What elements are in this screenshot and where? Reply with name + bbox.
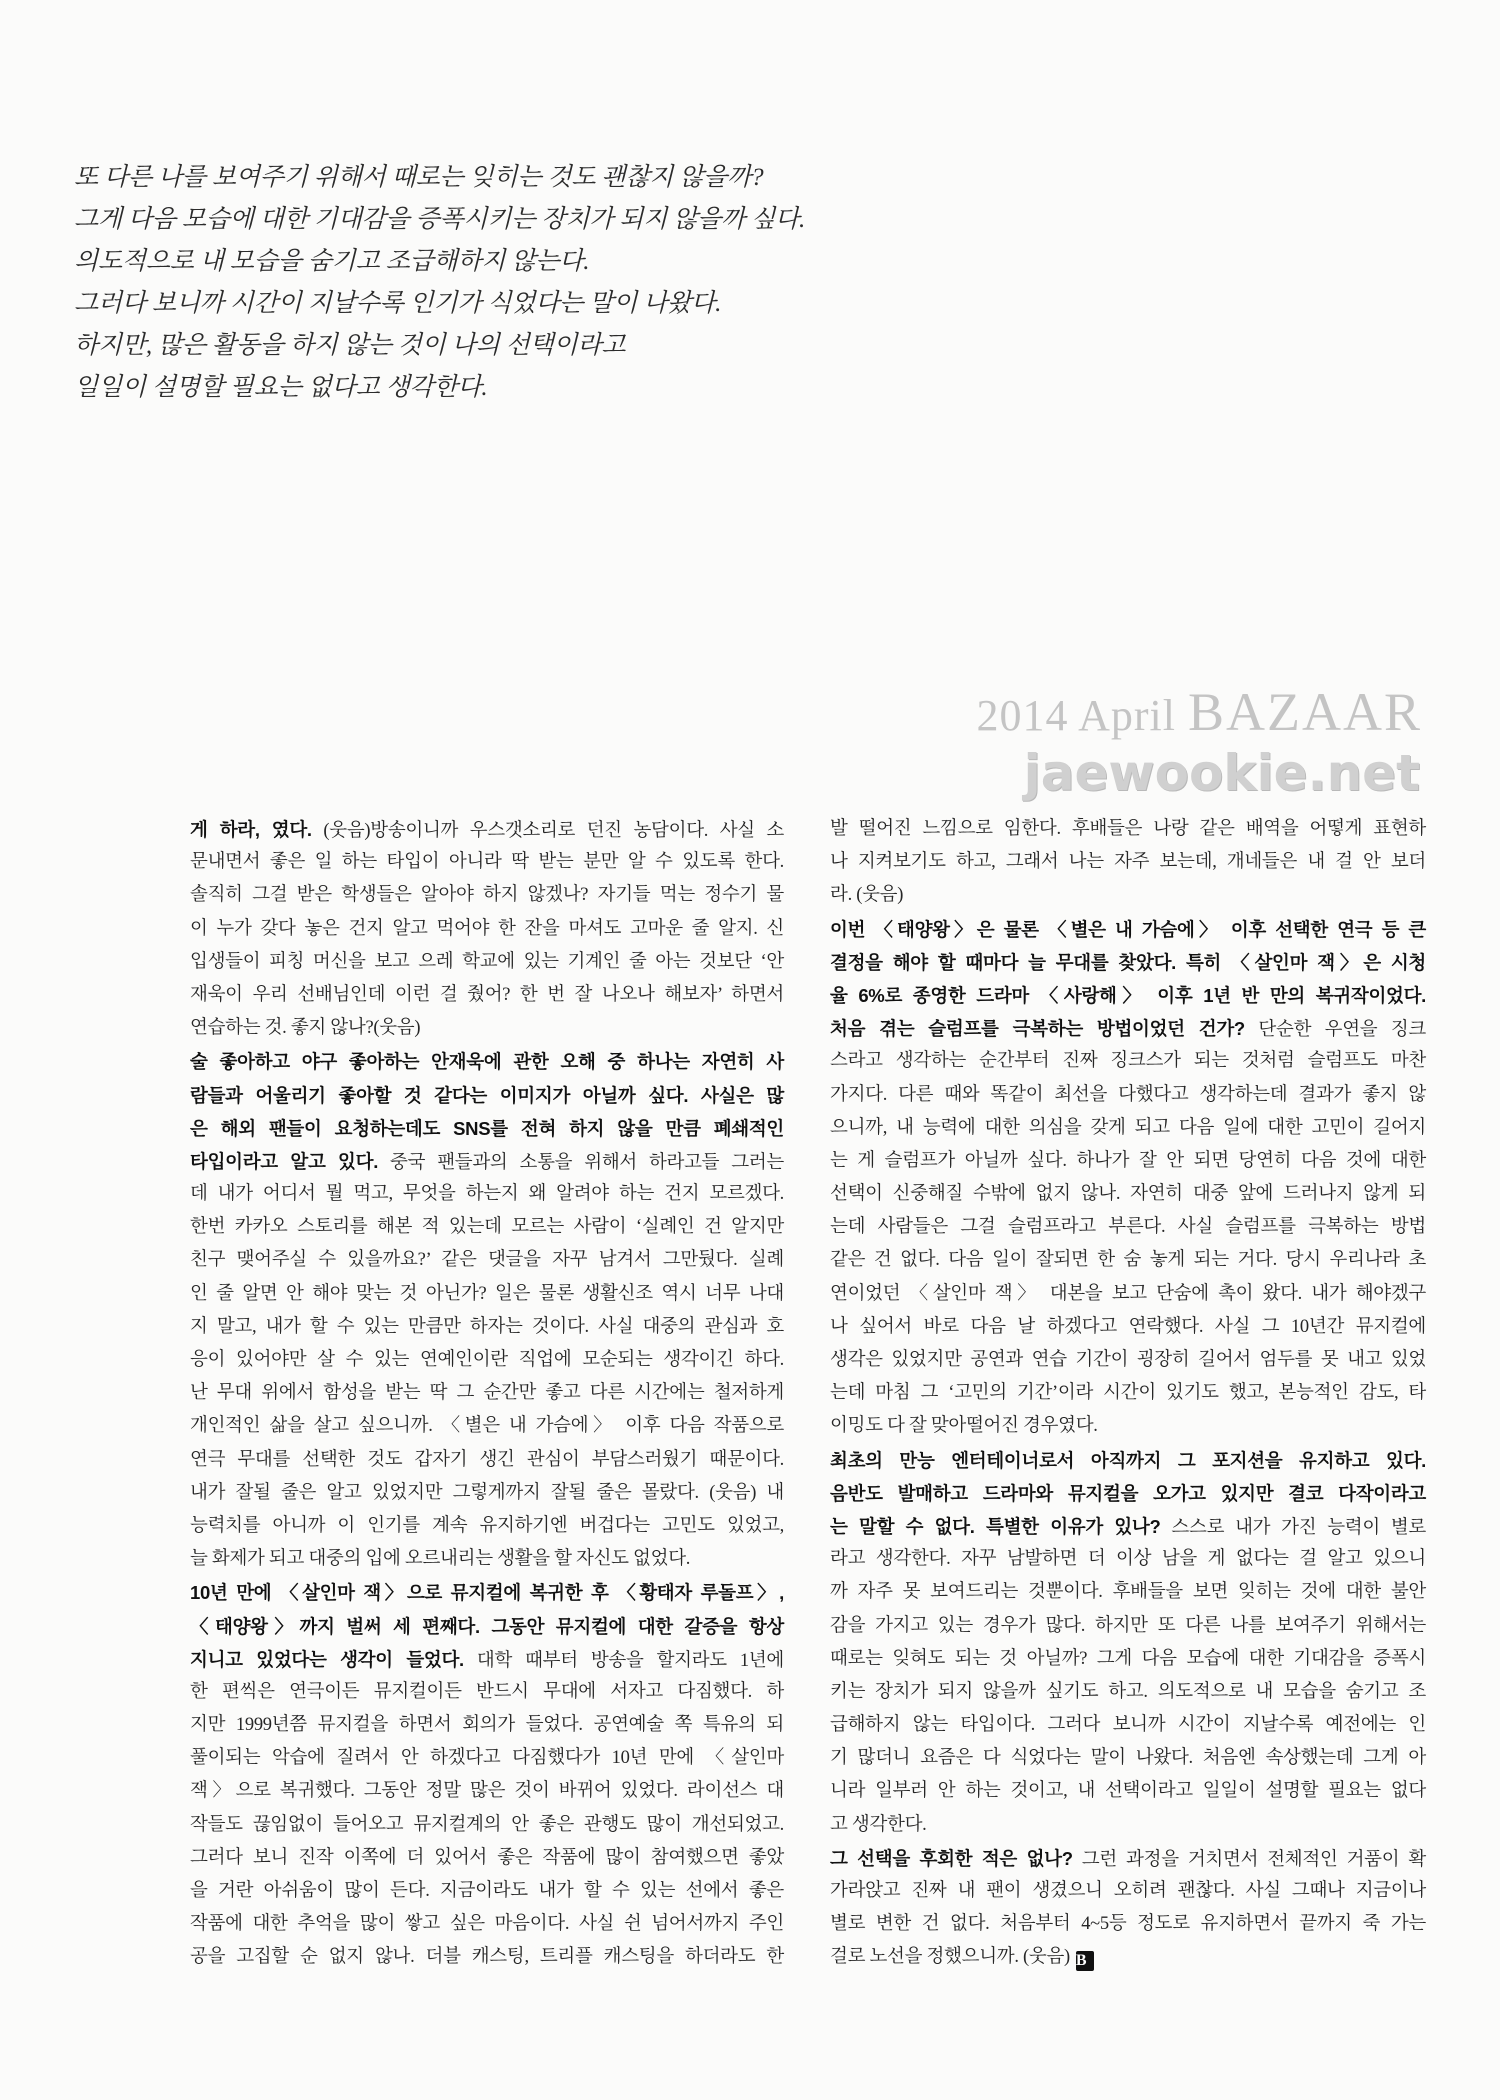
article-line <box>830 1278 1426 1311</box>
interview-answer-text: 니라 일부러 안 하는 것이고, 내 선택이라고 일일이 설명할 필요는 없다 <box>830 1781 1426 1802</box>
interview-answer-text: 중국 팬들과의 소통을 위해서 하라고들 그러는 <box>378 1152 784 1173</box>
article-line <box>830 1211 1426 1244</box>
interview-answer-text: 라고 생각한다. 자꾸 남발하면 더 이상 남을 게 없다는 걸 알고 있으니 <box>830 1549 1426 1570</box>
article-line <box>830 1875 1426 1908</box>
interview-answer-text: 나 지켜보기도 하고, 그래서 나는 자주 보는데, 개네들은 내 걸 안 보더 <box>830 852 1426 873</box>
interview-question-text: 율 6%로 종영한 드라마 〈사랑해〉 이후 1년 반 만의 복귀작이었다. <box>830 984 1426 1006</box>
article-line <box>190 1145 784 1178</box>
article-line <box>830 1709 1426 1742</box>
article-line <box>830 1842 1426 1875</box>
interview-question-text: 지니고 있었다는 생각이 들었다. <box>190 1648 464 1670</box>
end-mark-logo: B <box>1076 1951 1094 1971</box>
interview-answer-text: 작들도 끊임없이 들어오고 뮤지컬계의 안 좋은 관행도 많이 개선되었고. <box>190 1814 784 1835</box>
article-line <box>830 1145 1426 1178</box>
interview-answer-text: 고 생각한다. <box>830 1814 927 1835</box>
article-line <box>190 1875 784 1908</box>
interview-answer-text: 한번 카카오 스토리를 해본 적 있는데 모르는 사람이 ‘실례인 건 알지만 <box>190 1217 784 1238</box>
interview-answer-text: 그러다 보니 진작 이쪽에 더 있어서 좋은 작품에 많이 참여했으면 좋았 <box>190 1847 784 1868</box>
article-line <box>190 946 784 979</box>
interview-answer-text: 늘 화제가 되고 대중의 입에 오르내리는 생활을 할 자신도 없었다. <box>190 1549 691 1570</box>
article-line <box>190 1045 784 1078</box>
article-line <box>830 1809 1426 1842</box>
interview-answer-text: 감을 가지고 있는 경우가 많다. 하지만 또 다른 나를 보여주기 위해서는 <box>830 1615 1426 1636</box>
article-line <box>190 1576 784 1609</box>
article-column-right <box>830 813 1426 1975</box>
article-line <box>190 1311 784 1344</box>
interview-answer-text: 스스로 내가 가진 능력이 별로 <box>1160 1517 1426 1538</box>
article-line <box>190 1908 784 1941</box>
interview-answer-text: 응이 있어야만 살 수 있는 연예인이란 직업에 모순되는 생각이긴 하다. <box>190 1350 784 1370</box>
article-line <box>830 846 1426 879</box>
article-line <box>190 1676 784 1709</box>
interview-answer-text: 기 많더니 요즘은 다 식었다는 말이 나왔다. 처음엔 속상했는데 그게 아 <box>830 1748 1426 1769</box>
article-line <box>190 1842 784 1875</box>
interview-answer-text: 이밍도 다 잘 맞아떨어진 경우였다. <box>830 1416 1098 1437</box>
article-line <box>830 1410 1426 1443</box>
interview-question-text: 게 하라, 였다. <box>190 819 312 840</box>
interview-answer-text: 지만 1999년쯤 뮤지컬을 하면서 회의가 들었다. 공연예술 쪽 특유의 되 <box>190 1715 784 1736</box>
watermark-issue: 2014 April <box>976 691 1176 740</box>
article-line <box>190 1709 784 1742</box>
interview-answer-text: 인 줄 알면 안 해야 맞는 것 아닌가? 일은 물론 생활신조 역시 너무 나대 <box>190 1283 784 1304</box>
article-line <box>830 1045 1426 1078</box>
interview-answer-text: 잭〉으로 복귀했다. 그동안 정말 많은 것이 바뀌어 있었다. 라이선스 대 <box>190 1781 784 1802</box>
interview-answer-text: 연극 무대를 선택한 것도 갑자기 생긴 관심이 부담스러웠기 때문이다. <box>190 1449 784 1470</box>
interview-question-text: 그 선택을 후회한 적은 없나? <box>830 1847 1073 1869</box>
article-column-left <box>190 813 784 1975</box>
pull-quote-line: 그게 다음 모습에 대한 기대감을 증폭시키는 장치가 되지 않을까 싶다. <box>74 206 806 233</box>
interview-answer-text: 이 누가 갖다 놓은 건지 알고 먹어야 한 잔을 마셔도 고마운 줄 알지. 신 <box>190 918 784 939</box>
article-line <box>830 1311 1426 1344</box>
interview-answer-text: 풀이되는 악습에 질려서 안 하겠다고 다짐했다가 10년 만에 〈살인마 <box>190 1748 784 1769</box>
interview-answer-text: 문내면서 좋은 일 하는 타입이 아니라 딱 받는 분만 알 수 있도록 한다. <box>190 852 784 873</box>
watermark-site: jaewookie.net <box>1023 744 1420 802</box>
interview-answer-text: 연이었던 〈살인마 잭〉 대본을 보고 단숨에 촉이 왔다. 내가 해야겠구 <box>830 1283 1426 1304</box>
pull-quote-line: 그러다 보니까 시간이 지날수록 인기가 식었다는 말이 나왔다. <box>74 290 722 317</box>
interview-answer-text: 가라앉고 진짜 내 팬이 생겼으니 오히려 괜찮다. 사실 그때나 지금이나 <box>830 1881 1426 1901</box>
interview-question-text: 〈태양왕〉까지 벌써 세 편째다. 그동안 뮤지컬에 대한 갈증을 항상 <box>190 1615 784 1637</box>
interview-answer-text: 연습하는 것. 좋지 않나?(웃음) <box>190 1018 421 1039</box>
article-line <box>190 1444 784 1477</box>
article-line <box>830 1941 1426 1974</box>
article-line <box>190 1344 784 1377</box>
article-line <box>830 1244 1426 1277</box>
article-line <box>830 879 1426 912</box>
article-line <box>190 1410 784 1443</box>
interview-answer-text: 가지다. 다른 때와 똑같이 최선을 다했다고 생각하는데 결과가 좋지 않 <box>830 1084 1426 1105</box>
article-line <box>190 1178 784 1211</box>
article-line <box>830 1444 1426 1477</box>
article-line <box>190 846 784 879</box>
interview-answer-text: 한 편씩은 연극이든 뮤지컬이든 반드시 무대에 서자고 다짐했다. 하 <box>190 1681 784 1702</box>
article-line <box>190 1543 784 1576</box>
interview-answer-text: 스라고 생각하는 순간부터 진짜 징크스가 되는 것처럼 슬럼프도 마찬 <box>830 1051 1426 1072</box>
article-line <box>190 1377 784 1410</box>
interview-answer-text: 그런 과정을 거치면서 전체적인 거품이 확 <box>1072 1849 1426 1870</box>
interview-answer-text: 재욱이 우리 선배님인데 이런 걸 줬어? 한 번 잘 나오나 해보자’ 하면서 <box>190 984 784 1005</box>
article-line <box>190 1112 784 1145</box>
article-line <box>190 813 784 846</box>
interview-question-text: 타입이라고 알고 있다. <box>190 1150 379 1172</box>
interview-answer-text: 생각은 있었지만 공연과 연습 기간이 굉장히 길어서 엄두를 못 내고 있었 <box>830 1350 1426 1370</box>
article-line <box>830 1775 1426 1808</box>
interview-answer-text: 능력치를 아니까 이 인기를 계속 유지하기엔 버겁다는 고민도 있었고, <box>190 1515 784 1536</box>
article-line <box>830 1676 1426 1709</box>
interview-answer-text: 친구 맺어주실 수 있을까요?’ 같은 댓글을 자꾸 남겨서 그만뒀다. 실례 <box>190 1250 784 1271</box>
article-line <box>190 879 784 912</box>
interview-answer-text: 급해하지 않는 타입이다. 그러다 보니까 시간이 지날수록 예전에는 인 <box>830 1715 1426 1736</box>
article-line <box>830 1643 1426 1676</box>
article-line <box>190 1941 784 1974</box>
interview-answer-text: 는데 사람들은 그걸 슬럼프라고 부른다. 사실 슬럼프를 극복하는 방법 <box>830 1217 1426 1238</box>
interview-answer-text: 키는 장치가 되지 않을까 싶기도 하고. 의도적으로 내 모습을 숨기고 조 <box>830 1681 1426 1702</box>
pull-quote-line: 의도적으로 내 모습을 숨기고 조급해하지 않는다. <box>74 248 590 275</box>
article-line <box>830 979 1426 1012</box>
article-line <box>190 913 784 946</box>
interview-answer-text: 공을 고집할 순 없지 않나. 더블 캐스팅, 트리플 캐스팅을 하더라도 한 <box>190 1947 784 1968</box>
article-line <box>830 1344 1426 1377</box>
article-line <box>830 1510 1426 1543</box>
article-line <box>190 979 784 1012</box>
watermark-brand: BAZAAR <box>1187 682 1422 742</box>
interview-answer-text: 지 말고, 내가 할 수 있는 만큼만 하자는 것이다. 사실 대중의 관심과 호 <box>190 1316 784 1337</box>
pull-quote-line: 하지만, 많은 활동을 하지 않는 것이 나의 선택이라고 <box>74 332 626 359</box>
interview-answer-text: 걸로 노선을 정했으니까. (웃음) <box>830 1947 1070 1968</box>
interview-answer-text: 발 떨어진 느낌으로 임한다. 후배들은 나랑 같은 배역을 어떻게 표현하 <box>830 819 1426 839</box>
interview-answer-text: 는데 마침 그 ‘고민의 기간’이라 시간이 있기도 했고, 본능적인 감도, 타 <box>830 1383 1426 1404</box>
interview-answer-text: 선택이 신중해질 수밖에 없지 않나. 자연히 대중 앞에 드러나지 않게 되 <box>830 1184 1426 1205</box>
article-line <box>190 1510 784 1543</box>
pull-quote-line: 일일이 설명할 필요는 없다고 생각한다. <box>74 374 488 401</box>
article-line <box>830 913 1426 946</box>
interview-answer-text: 때로는 잊혀도 되는 것 아닐까? 그게 다음 모습에 대한 기대감을 증폭시 <box>830 1648 1426 1669</box>
article-line <box>830 946 1426 979</box>
article-line <box>190 1610 784 1643</box>
article-line <box>190 1775 784 1808</box>
interview-question-text: 술 좋아하고 야구 좋아하는 안재욱에 관한 오해 중 하나는 자연히 사 <box>190 1051 784 1073</box>
pull-quote <box>74 157 1174 409</box>
article-line <box>190 1477 784 1510</box>
interview-question-text: 는 말할 수 없다. 특별한 이유가 있나? <box>830 1515 1161 1537</box>
interview-question-text: 이번 〈태양왕〉은 물론 〈별은 내 가슴에〉 이후 선택한 연극 등 큰 <box>830 918 1426 940</box>
interview-answer-text: 작품에 대한 추억을 많이 쌓고 싶은 마음이다. 사실 쉰 넘어서까지 주인 <box>190 1914 784 1935</box>
interview-question-text: 람들과 어울리기 좋아할 것 같다는 이미지가 아닐까 싶다. 사실은 많 <box>190 1084 784 1106</box>
article-line <box>830 1576 1426 1609</box>
interview-question-text: 10년 만에 〈살인마 잭〉으로 뮤지컬에 복귀한 후 〈황태자 루돌프〉, <box>190 1582 784 1604</box>
pull-quote-line: 또 다른 나를 보여주기 위해서 때로는 잊히는 것도 괜찮지 않을까? <box>74 164 764 191</box>
interview-answer-text: 는 게 슬럼프가 아닐까 싶다. 하나가 잘 안 되면 당연히 다음 것에 대한 <box>830 1150 1426 1171</box>
interview-answer-text: 같은 건 없다. 다음 일이 잘되면 한 숨 놓게 되는 거다. 당시 우리나라 초 <box>830 1250 1426 1271</box>
interview-answer-text: 단순한 우연을 징크 <box>1244 1020 1426 1041</box>
interview-answer-text: 라. (웃음) <box>830 885 904 906</box>
interview-answer-text: 내가 잘될 줄은 알고 있었지만 그렇게까지 잘될 줄은 몰랐다. (웃음) 내 <box>190 1482 784 1503</box>
article-line <box>830 813 1426 846</box>
article-line <box>830 1178 1426 1211</box>
interview-question-text: 음반도 발매하고 드라마와 뮤지컬을 오가고 있지만 결코 다작이라고 <box>830 1482 1426 1504</box>
interview-question-text: 결정을 해야 할 때마다 늘 무대를 찾았다. 특히 〈살인마 잭〉은 시청 <box>830 951 1426 973</box>
article-line <box>830 1742 1426 1775</box>
article-line <box>190 1809 784 1842</box>
interview-answer-text: 난 무대 위에서 함성을 받는 딱 그 순간만 좋고 다른 시간에는 철저하게 <box>190 1383 784 1404</box>
interview-answer-text: 데 내가 어디서 뭘 먹고, 무엇을 하는지 왜 알려야 하는 건지 모르겠다. <box>190 1184 784 1205</box>
article-line <box>830 1543 1426 1576</box>
interview-answer-text: 으니까, 내 능력에 대한 의심을 갖게 되고 다음 일에 대한 고민이 길어지 <box>830 1117 1426 1138</box>
interview-question-text: 처음 겪는 슬럼프를 극복하는 방법이었던 건가? <box>830 1018 1245 1040</box>
interview-question-text: 최초의 만능 엔터테이너로서 아직까지 그 포지션을 유지하고 있다. <box>830 1449 1426 1471</box>
article-line <box>190 1012 784 1045</box>
interview-answer-text: (웃음)방송이니까 우스갯소리로 던진 농담이다. 사실 소 <box>311 821 785 841</box>
article-line <box>190 1079 784 1112</box>
interview-question-text: 은 해외 팬들이 요청하는데도 SNS를 전혀 하지 않을 만큼 폐쇄적인 <box>190 1117 784 1139</box>
article-line <box>830 1477 1426 1510</box>
interview-answer-text: 입생들이 피칭 머신을 보고 으레 학교에 있는 기계인 줄 아는 것보단 ‘안 <box>190 951 784 972</box>
article-line <box>190 1211 784 1244</box>
article-line <box>190 1278 784 1311</box>
article-line <box>830 1112 1426 1145</box>
interview-answer-text: 을 거란 아쉬움이 많이 든다. 지금이라도 내가 할 수 있는 선에서 좋은 <box>190 1881 784 1901</box>
article-line <box>190 1244 784 1277</box>
article-line <box>830 1610 1426 1643</box>
interview-answer-text: 개인적인 삶을 살고 싶으니까. 〈별은 내 가슴에〉 이후 다음 작품으로 <box>190 1416 784 1437</box>
article-line <box>190 1643 784 1676</box>
interview-answer-text: 대학 때부터 방송을 할지라도 1년에 <box>463 1650 784 1671</box>
interview-answer-text: 나 싶어서 바로 다음 날 하겠다고 연락했다. 사실 그 10년간 뮤지컬에 <box>830 1316 1426 1337</box>
article-line <box>830 1012 1426 1045</box>
interview-answer-text: 솔직히 그걸 받은 학생들은 알아야 하지 않겠나? 자기들 먹는 정수기 물 <box>190 885 784 906</box>
article-line <box>190 1742 784 1775</box>
interview-answer-text: 별로 변한 건 없다. 처음부터 4~5등 정도로 유지하면서 끝까지 죽 가는 <box>830 1914 1426 1935</box>
article-line <box>830 1377 1426 1410</box>
interview-answer-text: 까 자주 못 보여드리는 것뿐이다. 후배들을 보면 잊히는 것에 대한 불안 <box>830 1582 1426 1603</box>
article-line <box>830 1079 1426 1112</box>
article-line <box>830 1908 1426 1941</box>
